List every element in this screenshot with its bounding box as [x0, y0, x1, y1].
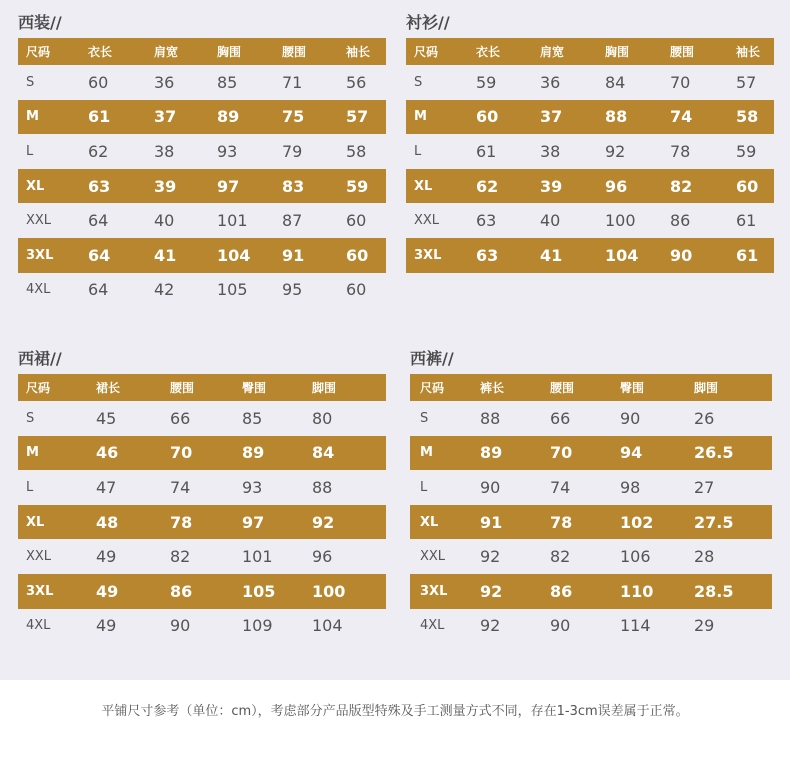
measurement-value: 92: [605, 141, 626, 161]
measurement-value: 60: [346, 211, 367, 231]
measurement-value: 60: [476, 107, 499, 127]
size-label: M: [26, 109, 39, 125]
size-label: S: [420, 410, 429, 426]
measurement-value: 104: [605, 245, 639, 265]
measurement-value: 98: [620, 477, 641, 497]
size-label: S: [26, 410, 35, 426]
column-header: 腰围: [170, 381, 195, 395]
measurement-value: 70: [170, 443, 193, 463]
size-label: S: [414, 74, 423, 90]
size-label: M: [414, 109, 427, 125]
size-label: M: [420, 445, 433, 461]
measurement-value: 83: [282, 176, 305, 196]
size-table: [18, 374, 386, 643]
measurement-value: 66: [550, 408, 571, 428]
measurement-value: 84: [312, 443, 335, 463]
size-label: M: [26, 445, 39, 461]
size-label: 3XL: [26, 247, 54, 263]
size-label: L: [26, 479, 34, 495]
table-row: [406, 65, 774, 100]
size-label: 4XL: [26, 618, 51, 634]
measurement-value: 87: [282, 211, 303, 231]
measurement-value: 93: [242, 477, 263, 497]
measurement-value: 61: [736, 245, 759, 265]
table-row: [406, 134, 774, 169]
column-header: 尺码: [26, 45, 51, 59]
measurement-value: 92: [312, 512, 335, 532]
measurement-value: 86: [550, 581, 573, 601]
measurement-value: 37: [154, 107, 177, 127]
size-label: 3XL: [414, 247, 442, 263]
table-row: [18, 65, 386, 100]
size-label: XL: [420, 514, 439, 530]
table-row: [410, 505, 772, 540]
measurement-value: 96: [312, 547, 333, 567]
table-row: [410, 539, 772, 574]
table-row: [18, 273, 386, 308]
measurement-value: 60: [736, 176, 759, 196]
measurement-value: 48: [96, 512, 119, 532]
measurement-value: 38: [540, 141, 561, 161]
measurement-value: 70: [550, 443, 573, 463]
measurement-value: 91: [480, 512, 503, 532]
measurement-value: 114: [620, 616, 651, 636]
size-label: XXL: [420, 549, 446, 565]
measurement-value: 89: [217, 107, 240, 127]
measurement-value: 90: [620, 408, 641, 428]
measurement-value: 63: [476, 211, 497, 231]
measurement-value: 74: [170, 477, 191, 497]
measurement-value: 38: [154, 141, 175, 161]
measurement-value: 78: [170, 512, 193, 532]
measurement-value: 86: [170, 581, 193, 601]
measurement-value: 40: [154, 211, 175, 231]
table-row: [410, 401, 772, 436]
measurement-value: 74: [550, 477, 571, 497]
column-header: 衣长: [476, 45, 501, 59]
measurement-value: 86: [670, 211, 691, 231]
column-header: 腰围: [550, 381, 575, 395]
measurement-value: 80: [312, 408, 333, 428]
measurement-value: 82: [670, 176, 693, 196]
measurement-value: 28: [694, 547, 715, 567]
table-row: [406, 169, 774, 204]
table-header-row: [410, 374, 772, 401]
measurement-value: 96: [605, 176, 628, 196]
column-header: 袖长: [346, 45, 371, 59]
measurement-value: 105: [217, 280, 248, 300]
measurement-value: 71: [282, 72, 303, 92]
size-table: [18, 38, 386, 307]
column-header: 脚围: [312, 381, 337, 395]
table-row: [18, 134, 386, 169]
size-label: XL: [26, 514, 45, 530]
measurement-value: 92: [480, 547, 501, 567]
measurement-value: 49: [96, 581, 119, 601]
table-header-row: [18, 38, 386, 65]
table-row: [18, 401, 386, 436]
measurement-value: 63: [88, 176, 111, 196]
measurement-value: 29: [694, 616, 715, 636]
measurement-value: 59: [736, 141, 757, 161]
measurement-value: 41: [540, 245, 563, 265]
measurement-value: 93: [217, 141, 238, 161]
measurement-value: 45: [96, 408, 117, 428]
table-row: [406, 100, 774, 135]
measurement-value: 79: [282, 141, 303, 161]
measurement-value: 106: [620, 547, 651, 567]
measurement-value: 82: [550, 547, 571, 567]
size-label: 3XL: [26, 583, 54, 599]
table-row: [18, 574, 386, 609]
measurement-value: 46: [96, 443, 119, 463]
table-row: [18, 100, 386, 135]
measurement-value: 64: [88, 211, 109, 231]
measurement-value: 104: [312, 616, 343, 636]
measurement-value: 62: [476, 176, 499, 196]
column-header: 胸围: [217, 45, 242, 59]
measurement-value: 39: [154, 176, 177, 196]
measurement-value: 84: [605, 72, 626, 92]
measurement-value: 104: [217, 245, 251, 265]
table-row: [410, 470, 772, 505]
measurement-value: 64: [88, 280, 109, 300]
measurement-value: 60: [346, 280, 367, 300]
measurement-value: 90: [480, 477, 501, 497]
measurement-value: 88: [480, 408, 501, 428]
measurement-value: 39: [540, 176, 563, 196]
measurement-value: 105: [242, 581, 276, 601]
measurement-value: 97: [217, 176, 240, 196]
measurement-value: 109: [242, 616, 273, 636]
measurement-value: 110: [620, 581, 654, 601]
measurement-value: 41: [154, 245, 177, 265]
measurement-value: 57: [736, 72, 757, 92]
measurement-value: 56: [346, 72, 367, 92]
table-row: [18, 505, 386, 540]
measurement-value: 100: [312, 581, 346, 601]
measurement-value: 85: [242, 408, 263, 428]
measurement-value: 26.5: [694, 443, 734, 463]
measurement-value: 28.5: [694, 581, 734, 601]
measurement-value: 60: [88, 72, 109, 92]
size-label: L: [414, 143, 422, 159]
measurement-value: 102: [620, 512, 654, 532]
column-header: 腰围: [282, 45, 307, 59]
measurement-value: 88: [605, 107, 628, 127]
measurement-value: 74: [670, 107, 693, 127]
measurement-value: 49: [96, 547, 117, 567]
size-label: 4XL: [26, 282, 51, 298]
measurement-value: 64: [88, 245, 111, 265]
table-row: [410, 574, 772, 609]
measurement-value: 66: [170, 408, 191, 428]
measurement-value: 27: [694, 477, 715, 497]
measurement-value: 61: [88, 107, 111, 127]
column-header: 裤长: [480, 381, 505, 395]
measurement-value: 94: [620, 443, 643, 463]
column-header: 肩宽: [154, 45, 179, 59]
measurement-value: 89: [480, 443, 503, 463]
measurement-value: 85: [217, 72, 238, 92]
measurement-value: 91: [282, 245, 305, 265]
column-header: 肩宽: [540, 45, 565, 59]
column-header: 尺码: [26, 381, 51, 395]
measurement-value: 36: [540, 72, 561, 92]
measurement-value: 26: [694, 408, 715, 428]
table-header-row: [406, 38, 774, 65]
table-row: [18, 539, 386, 574]
size-label: XL: [26, 178, 45, 194]
measurement-value: 100: [605, 211, 636, 231]
column-header: 衣长: [88, 45, 113, 59]
column-header: 脚围: [694, 381, 719, 395]
column-header: 尺码: [414, 45, 439, 59]
measurement-value: 70: [670, 72, 691, 92]
size-table: [410, 374, 772, 643]
measurement-value: 59: [346, 176, 369, 196]
size-label: XXL: [414, 213, 440, 229]
measurement-value: 62: [88, 141, 109, 161]
measurement-value: 27.5: [694, 512, 734, 532]
section-title: 西裤//: [410, 349, 454, 368]
table-row: [18, 436, 386, 471]
table-row: [18, 609, 386, 644]
measurement-value: 101: [242, 547, 273, 567]
table-row: [18, 238, 386, 273]
measurement-value: 101: [217, 211, 248, 231]
measurement-value: 40: [540, 211, 561, 231]
column-header: 臀围: [242, 381, 267, 395]
measurement-value: 90: [550, 616, 571, 636]
measurement-value: 60: [346, 245, 369, 265]
table-row: [18, 169, 386, 204]
measurement-value: 58: [736, 107, 759, 127]
table-row: [406, 203, 774, 238]
measurement-value: 37: [540, 107, 563, 127]
measurement-value: 63: [476, 245, 499, 265]
size-table: [406, 38, 774, 273]
measurement-value: 47: [96, 477, 117, 497]
measurement-value: 57: [346, 107, 369, 127]
size-label: XXL: [26, 549, 52, 565]
column-header: 袖长: [736, 45, 761, 59]
size-label: XXL: [26, 213, 52, 229]
measurement-value: 49: [96, 616, 117, 636]
measurement-value: 36: [154, 72, 175, 92]
measurement-value: 75: [282, 107, 305, 127]
measurement-value: 61: [476, 141, 497, 161]
size-label: L: [26, 143, 34, 159]
column-header: 胸围: [605, 45, 630, 59]
table-row: [410, 436, 772, 471]
table-header-row: [18, 374, 386, 401]
measurement-value: 92: [480, 616, 501, 636]
measurement-value: 61: [736, 211, 757, 231]
size-label: 3XL: [420, 583, 448, 599]
measurement-value: 92: [480, 581, 503, 601]
size-label: L: [420, 479, 428, 495]
section-title: 西裙//: [18, 349, 62, 368]
measurement-value: 90: [170, 616, 191, 636]
column-header: 裙长: [96, 381, 121, 395]
measurement-value: 95: [282, 280, 303, 300]
measurement-value: 82: [170, 547, 191, 567]
measurement-value: 78: [670, 141, 691, 161]
measurement-value: 42: [154, 280, 175, 300]
measurement-value: 97: [242, 512, 265, 532]
measurement-value: 90: [670, 245, 693, 265]
measurement-value: 78: [550, 512, 573, 532]
measurement-value: 58: [346, 141, 367, 161]
measurement-value: 59: [476, 72, 497, 92]
section-title: 西装//: [18, 13, 62, 32]
column-header: 腰围: [670, 45, 695, 59]
column-header: 臀围: [620, 381, 645, 395]
measurement-value: 88: [312, 477, 333, 497]
footer-note: 平铺尺寸参考（单位：cm），考虑部分产品版型特殊及手工测量方式不同，存在1-3cm误差属于正常。: [101, 704, 689, 719]
size-label: 4XL: [420, 618, 445, 634]
size-label: XL: [414, 178, 433, 194]
table-row: [18, 470, 386, 505]
section-title: 衬衫//: [406, 13, 450, 32]
table-row: [406, 238, 774, 273]
column-header: 尺码: [420, 381, 445, 395]
measurement-value: 89: [242, 443, 265, 463]
table-row: [18, 203, 386, 238]
size-label: S: [26, 74, 35, 90]
table-row: [410, 609, 772, 644]
